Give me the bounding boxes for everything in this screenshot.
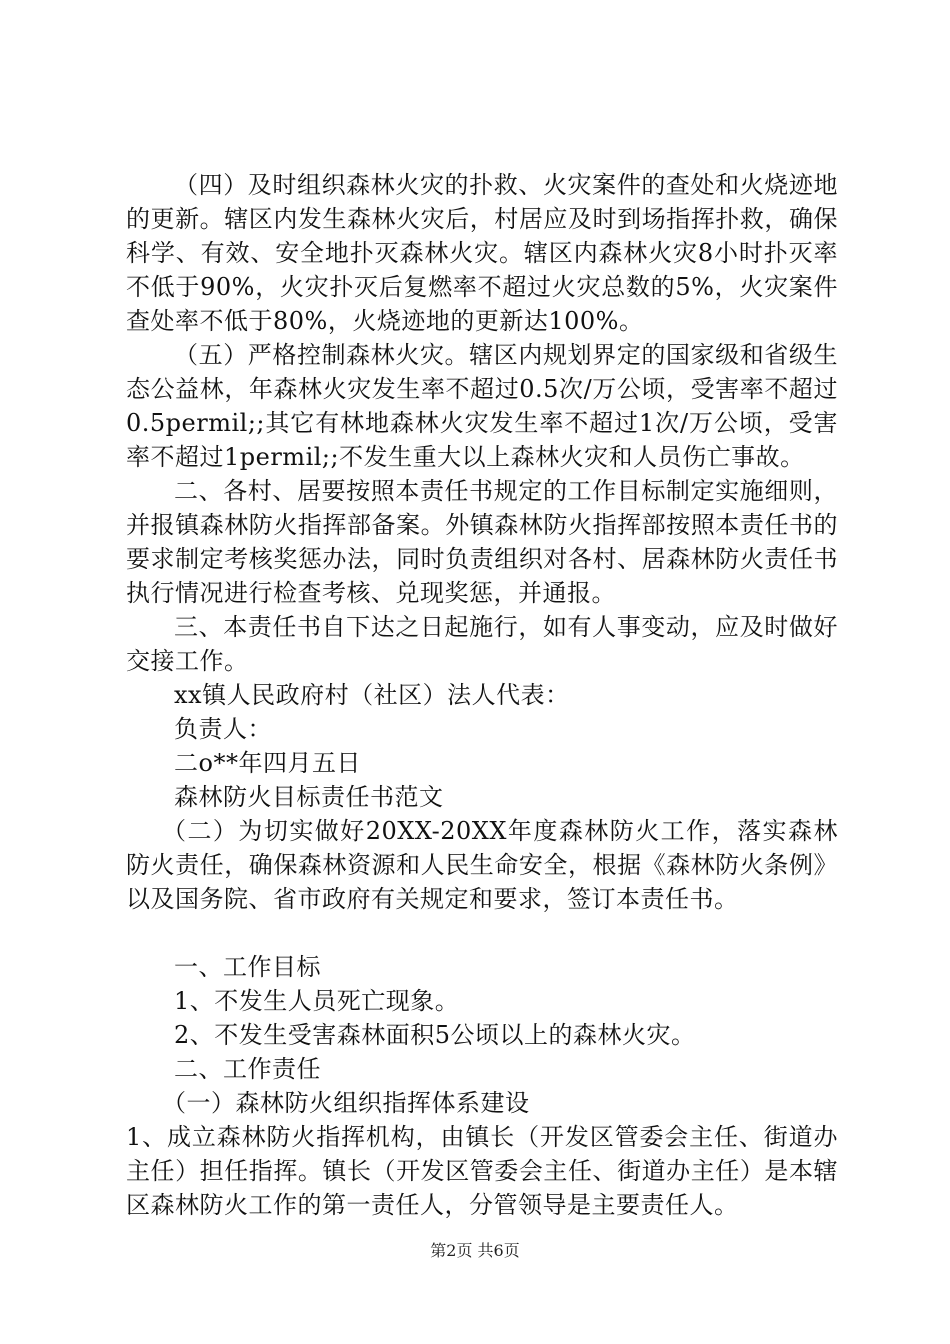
responsibility-item-1: 1、成立森林防火指挥机构，由镇长（开发区管委会主任、街道办主任）担任指挥。镇长（开发区管委会主任、街道办主任）是本辖区森林防火工作的第一责任人，分管领导是主要责任人。 (126, 1123, 838, 1219)
heading-work-responsibility: 二、工作责任 (174, 1055, 321, 1083)
heading-work-goals: 一、工作目标 (174, 953, 321, 981)
paragraph-section-4: （四）及时组织森林火灾的扑救、火灾案件的查处和火烧迹地的更新。辖区内发生森林火灾后，村居应及时到场指挥扑救，确保科学、有效、安全地扑灭森林火灾。辖区内森林火灾8小时扑灭率不低于90%，火灾扑灭后复燃率不超过火灾总数的5%，火灾案件查处率不低于80%，火烧迹地的更新达100%。 (126, 171, 838, 335)
paragraph-spacer (126, 916, 838, 950)
goal-item-2: 2、不发生受害森林面积5公顷以上的森林火灾。 (174, 1021, 696, 1049)
paragraph-section-5: （五）严格控制森林火灾。辖区内规划界定的国家级和省级生态公益林，年森林火灾发生率不超过0.5次/万公顷，受害率不超过0.5permil;;其它有林地森林火灾发生率不超过1次/万公顷，受害率不超过1permil;;不发生重大以上森林火灾和人员伤亡事故。 (126, 341, 838, 471)
page-footer: 第2页 共6页 (430, 1241, 520, 1260)
signature-line-representative: xx镇人民政府村（社区）法人代表： (174, 681, 570, 709)
document-subtitle: 森林防火目标责任书范文 (174, 783, 444, 811)
paragraph-item-3: 三、本责任书自下达之日起施行，如有人事变动，应及时做好交接工作。 (126, 613, 838, 675)
paragraph-intro-2: （二）为切实做好20XX-20XX年度森林防火工作，落实森林防火责任，确保森林资源和人民生命安全，根据《森林防火条例》以及国务院、省市政府有关规定和要求，签订本责任书。 (126, 817, 838, 913)
heading-command-system: （一）森林防火组织指挥体系建设 (162, 1089, 530, 1117)
document-body (126, 168, 838, 1222)
paragraph-item-2: 二、各村、居要按照本责任书规定的工作目标制定实施细则，并报镇森林防火指挥部备案。外镇森林防火指挥部按照本责任书的要求制定考核奖惩办法，同时负责组织对各村、居森林防火责任书执行情况进行检查考核、兑现奖惩，并通报。 (126, 477, 838, 607)
date-line: 二o**年四月五日 (174, 749, 361, 777)
goal-item-1: 1、不发生人员死亡现象。 (174, 987, 460, 1015)
signature-line-responsible: 负责人： (174, 715, 272, 743)
